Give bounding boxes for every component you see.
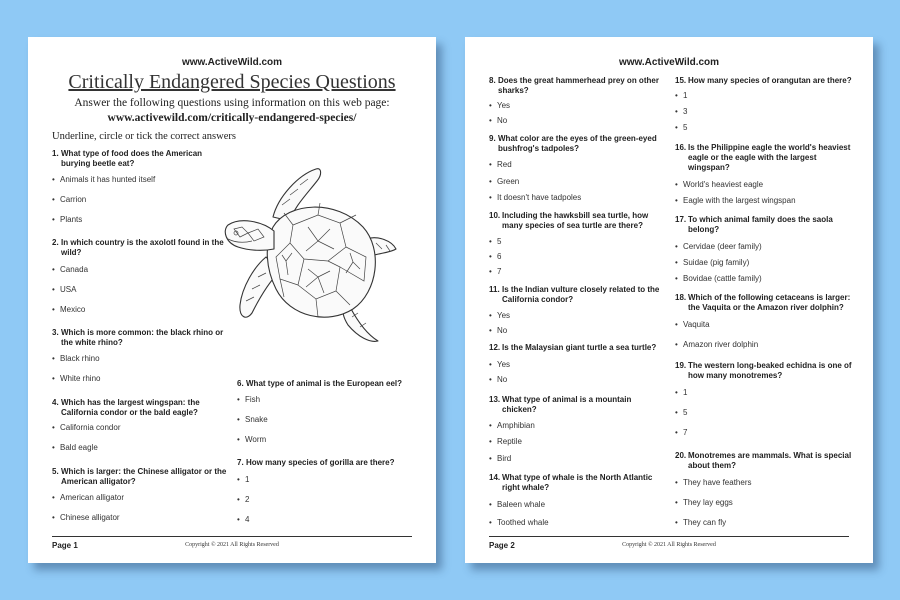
answer-option[interactable]: • 5: [675, 408, 688, 417]
answer-option[interactable]: • Bovidae (cattle family): [675, 274, 762, 283]
answer-option[interactable]: • California condor: [52, 423, 121, 432]
question-6: [237, 379, 412, 389]
question-text: Monotremes are mammals. What is special about them?: [688, 451, 852, 470]
question-number: 16.: [675, 143, 687, 152]
question-4: [52, 398, 230, 418]
answer-option[interactable]: • Animals it has hunted itself: [52, 175, 156, 184]
site-name: www.ActiveWild.com: [181, 57, 283, 68]
answer-option[interactable]: • Yes: [489, 311, 511, 320]
footer-divider: [52, 536, 412, 537]
question-text: Which of the following cetaceans is larger: the Vaquita or the Amazon river dolphin?: [688, 293, 851, 312]
answer-option[interactable]: • They have feathers: [675, 478, 752, 487]
answer-option[interactable]: • Plants: [52, 215, 83, 224]
question-8: [489, 76, 664, 96]
question-number: 11.: [489, 285, 500, 294]
answer-option[interactable]: • Eagle with the largest wingspan: [675, 196, 796, 205]
answer-option[interactable]: • Snake: [237, 415, 268, 424]
question-13: [489, 395, 664, 415]
copyright-text: Copyright © 2021 All Rights Reserved: [185, 542, 279, 548]
answer-option[interactable]: • Cervidae (deer family): [675, 242, 762, 251]
question-number: 8.: [489, 76, 496, 85]
question-5: [52, 467, 230, 487]
answer-option[interactable]: • 7: [489, 267, 502, 276]
question-18: [675, 293, 860, 313]
answer-option[interactable]: • Canada: [52, 265, 89, 274]
question-number: 18.: [675, 293, 687, 302]
question-number: 19.: [675, 361, 687, 370]
intro-text: Answer the following questions using information on this web page:: [74, 97, 390, 109]
question-number: 3.: [52, 328, 59, 337]
answer-option[interactable]: • Carrion: [52, 195, 87, 204]
question-text: To which animal family does the saola belong?: [688, 215, 833, 234]
question-number: 5.: [52, 467, 59, 476]
answer-option[interactable]: • Bird: [489, 454, 512, 463]
answer-option[interactable]: • Baleen whale: [489, 500, 546, 509]
page-number: Page 1: [52, 541, 78, 550]
sea-turtle-illustration: [218, 157, 408, 347]
question-number: 15.: [675, 76, 687, 85]
question-text: What type of animal is the European eel?: [246, 379, 403, 388]
answer-option[interactable]: • 2: [237, 495, 250, 504]
question-text: Does the great hammerhead prey on other sharks?: [498, 76, 659, 95]
answer-option[interactable]: • Yes: [489, 101, 511, 110]
answer-option[interactable]: • Amazon river dolphin: [675, 340, 759, 349]
question-number: 9.: [489, 134, 496, 143]
question-number: 20.: [675, 451, 687, 460]
answer-option[interactable]: • No: [489, 375, 508, 384]
question-16: [675, 143, 855, 173]
question-7: [237, 458, 412, 468]
question-number: 14.: [489, 473, 501, 482]
question-text: What type of animal is a mountain chicken?: [502, 395, 632, 414]
question-1: [52, 149, 232, 169]
answer-option[interactable]: • Amphibian: [489, 421, 535, 430]
question-17: [675, 215, 855, 235]
answer-option[interactable]: • Mexico: [52, 305, 86, 314]
answer-option[interactable]: • 6: [489, 252, 502, 261]
question-number: 4.: [52, 398, 59, 407]
question-9: [489, 134, 664, 154]
question-text: In which country is the axolotl found in the wild?: [61, 238, 224, 257]
answer-option[interactable]: • Bald eagle: [52, 443, 98, 452]
question-14: [489, 473, 664, 493]
answer-option[interactable]: • White rhino: [52, 374, 101, 383]
answer-option[interactable]: • American alligator: [52, 493, 125, 502]
answer-option[interactable]: • No: [489, 116, 508, 125]
question-text: Which is larger: the Chinese alligator or the American alligator?: [61, 467, 227, 486]
footer-divider: [489, 536, 849, 537]
worksheet-page-1: [28, 37, 436, 563]
answer-option[interactable]: • 3: [675, 107, 688, 116]
worksheet-title: Critically Endangered Species Questions: [68, 71, 396, 93]
answer-option[interactable]: • They can fly: [675, 518, 727, 527]
question-12: [489, 343, 664, 353]
instruction-text: Underline, circle or tick the correct answers: [52, 131, 236, 142]
answer-option[interactable]: • Green: [489, 177, 520, 186]
question-number: 12.: [489, 343, 501, 352]
question-15: [675, 76, 855, 86]
answer-option[interactable]: • Red: [489, 160, 512, 169]
answer-option[interactable]: • 1: [675, 91, 688, 100]
answer-option[interactable]: • 5: [489, 237, 502, 246]
question-text: Which has the largest wingspan: the California condor or the bald eagle?: [61, 398, 200, 417]
question-20: [675, 451, 855, 471]
answer-option[interactable]: • Chinese alligator: [52, 513, 120, 522]
answer-option[interactable]: • 1: [237, 475, 250, 484]
question-number: 7.: [237, 458, 244, 467]
question-text: Which is more common: the black rhino or the white rhino?: [61, 328, 224, 347]
question-2: [52, 238, 230, 258]
question-text: The western long-beaked echidna is one of how many monotremes?: [688, 361, 852, 380]
page-number: Page 2: [489, 541, 515, 550]
answer-option[interactable]: • 4: [237, 515, 250, 524]
question-10: [489, 211, 664, 231]
answer-option[interactable]: • Suidae (pig family): [675, 258, 750, 267]
source-url: www.activewild.com/critically-endangered-species/: [107, 112, 357, 124]
question-number: 10.: [489, 211, 501, 220]
answer-option[interactable]: • 7: [675, 428, 688, 437]
question-11: [489, 285, 664, 305]
answer-option[interactable]: • It doesn't have tadpoles: [489, 193, 582, 202]
answer-option[interactable]: • Fish: [237, 395, 261, 404]
answer-option[interactable]: • Black rhino: [52, 354, 100, 363]
copyright-text: Copyright © 2021 All Rights Reserved: [622, 542, 716, 548]
question-text: What type of whale is the North Atlantic right whale?: [502, 473, 653, 492]
question-text: What color are the eyes of the green-eyed bushfrog's tadpoles?: [498, 134, 657, 153]
question-number: 2.: [52, 238, 59, 247]
answer-option[interactable]: • They lay eggs: [675, 498, 733, 507]
answer-option[interactable]: • Worm: [237, 435, 267, 444]
answer-option[interactable]: • No: [489, 326, 508, 335]
question-text: How many species of orangutan are there?: [688, 76, 852, 85]
answer-option[interactable]: • 5: [675, 123, 688, 132]
answer-option[interactable]: • Toothed whale: [489, 518, 549, 527]
question-text: Including the hawksbill sea turtle, how many species of sea turtle are there?: [502, 211, 649, 230]
question-text: Is the Indian vulture closely related to the California condor?: [502, 285, 660, 304]
question-3: [52, 328, 230, 348]
question-text: Is the Philippine eagle the world's heaviest eagle or the eagle with the largest wingspan?: [688, 143, 851, 172]
answer-option[interactable]: • Vaquita: [675, 320, 710, 329]
answer-option[interactable]: • USA: [52, 285, 77, 294]
question-text: Is the Malaysian giant turtle a sea turtle?: [502, 343, 657, 352]
question-text: How many species of gorilla are there?: [246, 458, 395, 467]
answer-option[interactable]: • Yes: [489, 360, 511, 369]
worksheet-page-2: [465, 37, 873, 563]
question-number: 1.: [52, 149, 59, 158]
question-19: [675, 361, 855, 381]
question-number: 13.: [489, 395, 501, 404]
site-name: www.ActiveWild.com: [618, 57, 720, 68]
question-number: 17.: [675, 215, 687, 224]
answer-option[interactable]: • World's heaviest eagle: [675, 180, 764, 189]
question-text: What type of food does the American burying beetle eat?: [61, 149, 203, 168]
answer-option[interactable]: • 1: [675, 388, 688, 397]
answer-option[interactable]: • Reptile: [489, 437, 522, 446]
question-number: 6.: [237, 379, 244, 388]
